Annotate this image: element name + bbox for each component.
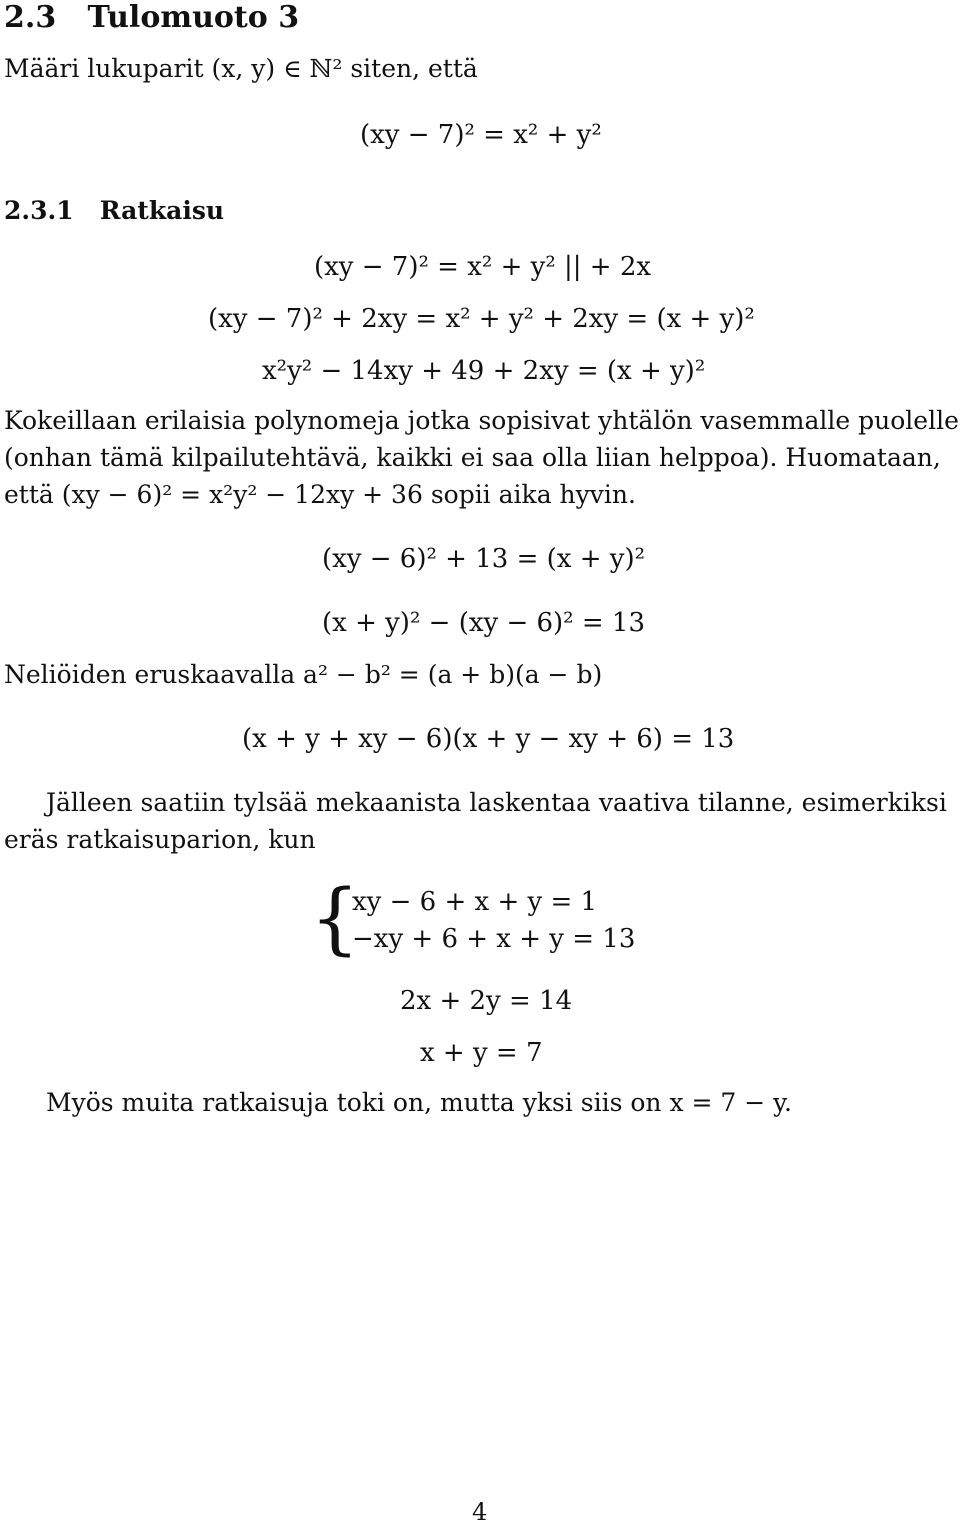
derivation-line-1: (xy − 7)² = x² + y² || + 2x bbox=[314, 252, 652, 282]
derivation-line-3: x²y² − 14xy + 49 + 2xy = (x + y)² bbox=[262, 356, 706, 386]
system-equation-2: −xy + 6 + x + y = 13 bbox=[352, 924, 636, 954]
derivation-line-2: (xy − 7)² + 2xy = x² + y² + 2xy = (x + y)² bbox=[208, 304, 755, 334]
system-brace: { bbox=[310, 874, 360, 964]
subsection-title: Ratkaisu bbox=[99, 196, 225, 225]
paragraph-1-line-3: että (xy − 6)² = x²y² − 12xy + 36 sopii aika hyvin. bbox=[4, 480, 636, 509]
subsection-heading bbox=[4, 196, 224, 225]
page-number: 4 bbox=[472, 1498, 488, 1526]
equation-b: (x + y)² − (xy − 6)² = 13 bbox=[322, 608, 646, 638]
identity-line: Neliöiden eruskaavalla a² − b² = (a + b)(a − b) bbox=[4, 660, 603, 689]
section-heading bbox=[4, 0, 299, 35]
section-title: Tulomuoto 3 bbox=[87, 0, 300, 35]
problem-equation: (xy − 7)² = x² + y² bbox=[360, 120, 602, 150]
problem-statement: Määri lukuparit (x, y) ∈ ℕ² siten, että bbox=[4, 54, 478, 83]
subsection-number: 2.3.1 bbox=[4, 196, 74, 225]
section-number: 2.3 bbox=[4, 0, 57, 35]
conclusion-line: Myös muita ratkaisuja toki on, mutta yksi siis on x = 7 − y. bbox=[46, 1088, 792, 1117]
system-equation-1: xy − 6 + x + y = 1 bbox=[352, 887, 598, 917]
paragraph-1-line-2: (onhan tämä kilpailutehtävä, kaikki ei saa olla liian helppoa). Huomataan, bbox=[4, 443, 941, 472]
equation-e: x + y = 7 bbox=[420, 1038, 543, 1068]
equation-d: 2x + 2y = 14 bbox=[400, 986, 573, 1016]
paragraph-2-line-2: eräs ratkaisuparion, kun bbox=[4, 825, 316, 854]
equation-c: (x + y + xy − 6)(x + y − xy + 6) = 13 bbox=[242, 724, 735, 754]
paragraph-1-line-1: Kokeillaan erilaisia polynomeja jotka sopisivat yhtälön vasemmalle puolelle bbox=[4, 406, 959, 435]
paragraph-2-line-1: Jälleen saatiin tylsää mekaanista laskentaa vaativa tilanne, esimerkiksi bbox=[46, 788, 947, 817]
equation-a: (xy − 6)² + 13 = (x + y)² bbox=[322, 544, 646, 574]
